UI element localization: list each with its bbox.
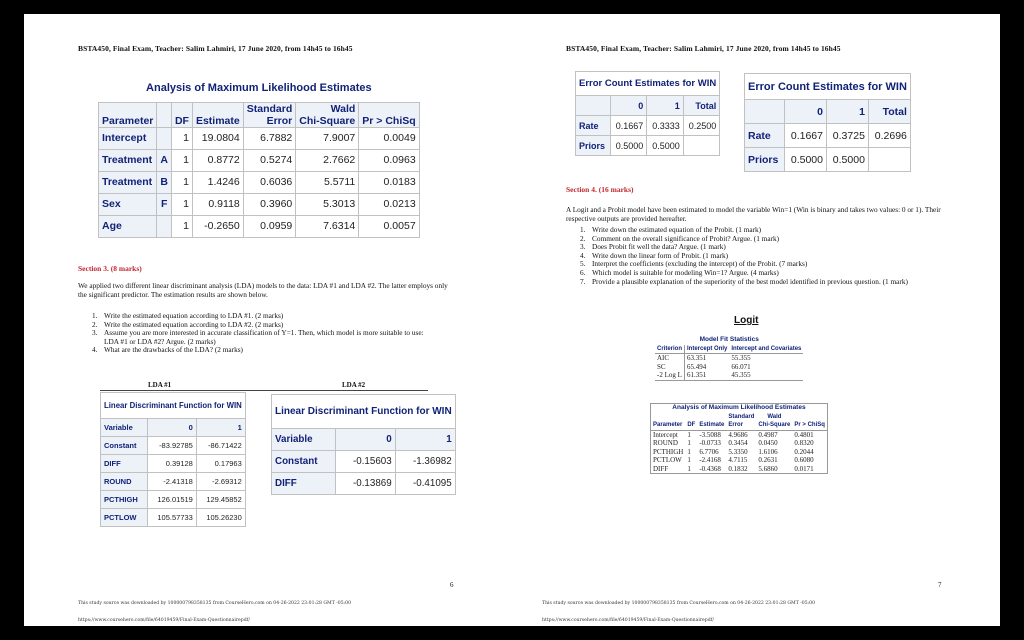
footer-url[interactable]: https://www.coursehero.com/file/64019459/Final-Exam-Questionnairepdf/: [542, 618, 714, 623]
table-row: [745, 148, 911, 172]
table-cell: 61.351: [687, 371, 707, 379]
table-cell: 0.1667: [610, 116, 646, 136]
lda2-table: [271, 394, 456, 495]
table-row: [101, 455, 246, 473]
table-cell: 4.9686: [728, 430, 748, 439]
table-cell: [157, 127, 172, 149]
table-cell: 0.0183: [359, 171, 419, 193]
table-cell: 7.6314: [296, 215, 359, 237]
table-cell: 4.7115: [728, 456, 748, 464]
table-cell: 0.4987: [758, 430, 778, 439]
table-cell: -83.92785: [147, 437, 196, 455]
col-variable: Variable: [101, 419, 148, 437]
table-cell: 1: [687, 464, 691, 473]
table-cell: 0.5274: [243, 149, 296, 171]
col-estimate: Estimate: [699, 422, 725, 428]
table-row: [272, 451, 456, 473]
logit-heading: Logit: [734, 315, 759, 326]
section-3-questions: [92, 312, 432, 355]
table-cell: PCTLOW: [101, 509, 148, 527]
table-cell: [157, 215, 172, 237]
table-row: [101, 437, 246, 455]
table-cell: 0.39128: [147, 455, 196, 473]
table-cell: 63.351: [687, 354, 707, 362]
table-row: [651, 439, 828, 448]
col-total: Total: [868, 100, 910, 124]
model-fit-table: [655, 336, 803, 381]
table-cell: 0.6080: [794, 456, 814, 464]
subhead-standard: Standard: [728, 413, 755, 420]
table-cell: -2.69312: [196, 473, 245, 491]
table-cell: PCTLOW: [653, 456, 682, 464]
table-cell: ROUND: [101, 473, 148, 491]
table-cell: 0.6036: [243, 171, 296, 193]
table-cell: 105.26230: [196, 509, 245, 527]
table-cell: 5.6860: [758, 464, 778, 473]
table-row: [651, 465, 828, 474]
table-cell: 19.0804: [192, 127, 243, 149]
mle-title: Analysis of Maximum Likelihood Estimates: [99, 74, 420, 102]
table-row: [651, 456, 828, 465]
mle2-title: Analysis of Maximum Likelihood Estimates: [672, 404, 806, 411]
table-cell: -3.5088: [699, 430, 721, 439]
table-cell: -86.71422: [196, 437, 245, 455]
list-item: 4. Write down the linear form of Probit. (1 mark): [580, 250, 729, 260]
table-cell: ROUND: [653, 439, 678, 447]
table-cell: 0.2696: [868, 124, 910, 148]
col-pvalue: Pr > ChiSq: [792, 421, 827, 430]
table-cell: 55.355: [731, 354, 751, 362]
footer-download-note: This study source was downloaded by 100000798358135 from CourseHero.com on 04-26-2022 23:01:28 GMT -05:00: [78, 601, 352, 606]
table-cell: 0.1667: [785, 124, 827, 148]
col-1: 1: [826, 100, 868, 124]
list-item: 2. Write the estimated equation according to LDA #2. (2 marks): [92, 319, 284, 329]
table-cell: 1: [171, 171, 192, 193]
col-variable: Variable: [272, 429, 336, 451]
table-cell: 65.494: [687, 362, 707, 371]
table-cell: Intercept: [99, 127, 157, 149]
table-row: [576, 136, 720, 156]
col-0: 0: [335, 429, 395, 451]
table-cell: -0.13869: [335, 473, 395, 495]
page-header: BSTA450, Final Exam, Teacher: Salim Lahmiri, 17 June 2020, from 14h45 to 16h45: [566, 44, 841, 53]
col-1: 1: [647, 96, 683, 116]
col-chisq: Chi-Square: [758, 422, 791, 428]
col-0: 0: [785, 100, 827, 124]
table-cell: -2 Log L: [655, 371, 685, 380]
footer-url[interactable]: https://www.coursehero.com/file/64019459/Final-Exam-Questionnairepdf/: [78, 618, 250, 623]
footer-download-note: This study source was downloaded by 100000798358135 from CourseHero.com on 04-26-2022 23:01:28 GMT -05:00: [542, 601, 816, 606]
table-row: [655, 371, 803, 380]
table-cell: DIFF: [653, 464, 669, 473]
table-row: [655, 354, 803, 363]
table-row: [99, 149, 420, 171]
table-cell: -0.4368: [699, 464, 721, 473]
table-cell: 0.8772: [192, 149, 243, 171]
ec1-title: Error Count Estimates for WIN: [576, 72, 720, 96]
table-cell: -2.41318: [147, 473, 196, 491]
table-row: [99, 127, 420, 149]
table-cell: 7.9007: [296, 127, 359, 149]
table-cell: 1.4246: [192, 171, 243, 193]
table-cell: Constant: [101, 437, 148, 455]
table-cell: Rate: [576, 116, 611, 136]
table-cell: 105.57733: [147, 509, 196, 527]
table-cell: Intercept: [653, 430, 678, 439]
table-cell: 6.7882: [243, 127, 296, 149]
table-cell: 1: [687, 439, 691, 447]
table-cell: 1.6106: [758, 447, 778, 456]
col-0: 0: [610, 96, 646, 116]
list-item: 3. Does Probit fit well the data? Argue. (1 mark): [580, 242, 726, 252]
table-cell: Constant: [272, 451, 336, 473]
table-cell: Priors: [576, 136, 611, 156]
table-cell: DIFF: [272, 473, 336, 495]
list-item: 7. Provide a plausible explanation of the superiority of the best model identified in previous question. (1 mark): [580, 276, 908, 286]
section-4-title: Section 4. (16 marks): [566, 185, 634, 194]
table-row: [101, 473, 246, 491]
error-count-table-2: [744, 73, 911, 172]
col-parameter: Parameter: [651, 421, 686, 430]
list-item: 6. Which model is suitable for modeling Win=1? Argue. (4 marks): [580, 267, 779, 277]
col-1: 1: [395, 429, 455, 451]
table-row: [101, 491, 246, 509]
col-estimate: Estimate: [192, 102, 243, 127]
exam-page-6: [24, 14, 512, 626]
page-number: 7: [938, 581, 942, 589]
col-parameter: Parameter: [99, 102, 157, 127]
table-cell: 0.2500: [683, 116, 719, 136]
table-cell: 0.5000: [610, 136, 646, 156]
table-cell: -0.15603: [335, 451, 395, 473]
table-cell: 0.0213: [359, 193, 419, 215]
table-row: [651, 448, 828, 457]
table-cell: -0.0733: [699, 439, 721, 447]
mle-table: [98, 74, 420, 238]
table-cell: Sex: [99, 193, 157, 215]
col-df: DF: [687, 422, 696, 428]
list-item: 1. Write down the estimated equation of the Probit. (1 mark): [580, 225, 762, 234]
col-blank: [576, 96, 611, 116]
table-cell: 1: [687, 447, 691, 456]
table-row: [651, 430, 828, 439]
page-header: BSTA450, Final Exam, Teacher: Salim Lahmiri, 17 June 2020, from 14h45 to 16h45: [78, 44, 353, 53]
lda-divider: [100, 390, 428, 391]
subhead-wald: Wald: [767, 413, 782, 420]
list-item: 2. Comment on the overall significance of Probit? Argue. (1 mark): [580, 233, 780, 243]
table-cell: AIC: [655, 354, 685, 363]
table-cell: A: [157, 149, 172, 171]
table-cell: 0.17963: [196, 455, 245, 473]
col-error: Error: [726, 421, 756, 430]
table-cell: 126.01519: [147, 491, 196, 509]
error-count-table-1: [575, 71, 720, 156]
table-cell: -0.41095: [395, 473, 455, 495]
lda1-title: Linear Discriminant Function for WIN: [101, 393, 246, 419]
table-cell: 0.3960: [243, 193, 296, 215]
section-3-title: Section 3. (8 marks): [78, 264, 142, 273]
col-df: DF: [171, 102, 192, 127]
table-cell: 0.0450: [758, 439, 778, 447]
table-cell: 0.3725: [826, 124, 868, 148]
table-cell: 0.9118: [192, 193, 243, 215]
table-cell: 0.4801: [794, 430, 814, 439]
section-4-questions: [580, 226, 946, 286]
table-cell: 0.5000: [826, 148, 868, 172]
table-cell: [683, 136, 719, 156]
table-row: [745, 124, 911, 148]
section-3-intro: We applied two different linear discriminant analysis (LDA) models to the data: LDA #1 and LDA #2. The latter employs only the significant predictor. The estimation results are shown below.: [78, 281, 448, 299]
table-row: [655, 363, 803, 372]
list-item: 5. Interpret the coefficients (excluding the intercept) of the Probit. (7 marks): [580, 259, 808, 269]
ec2-title: Error Count Estimates for WIN: [745, 74, 911, 100]
section-4-intro: A Logit and a Probit model have been estimated to model the variable Win=1 (Win is binary and takes two values: 0 or 1). Their respective outputs are provided hereafter.: [566, 205, 941, 223]
table-cell: DIFF: [101, 455, 148, 473]
table-row: [272, 473, 456, 495]
table-cell: 5.3013: [296, 193, 359, 215]
table-cell: 0.0057: [359, 215, 419, 237]
table-cell: 129.45852: [196, 491, 245, 509]
table-cell: Rate: [745, 124, 785, 148]
table-cell: 0.3454: [728, 439, 748, 447]
table-cell: 1: [171, 127, 192, 149]
col-0: 0: [147, 419, 196, 437]
table-cell: 1: [687, 456, 691, 464]
table-cell: 1: [171, 149, 192, 171]
table-cell: -1.36982: [395, 451, 455, 473]
table-row: [99, 193, 420, 215]
table-cell: Treatment: [99, 171, 157, 193]
lda1-table: [100, 392, 246, 527]
table-cell: 6.7706: [699, 447, 719, 456]
col-pvalue: Pr > ChiSq: [359, 102, 419, 127]
table-cell: 5.3350: [728, 447, 748, 456]
col-intercept-only: Intercept Only: [685, 345, 730, 354]
table-cell: 0.8320: [794, 439, 814, 447]
table-row: [576, 116, 720, 136]
table-row: [99, 171, 420, 193]
table-cell: 0.5000: [647, 136, 683, 156]
table-cell: 0.0049: [359, 127, 419, 149]
table-cell: 0.5000: [785, 148, 827, 172]
logit-mle-table: [650, 403, 828, 474]
col-blank: [745, 100, 785, 124]
table-row: [99, 215, 420, 237]
col-std-error: Standard Error: [243, 102, 296, 127]
table-cell: 0.3333: [647, 116, 683, 136]
table-row: [101, 509, 246, 527]
table-cell: 0.2044: [794, 447, 814, 456]
lda1-label: LDA #1: [148, 381, 172, 389]
table-cell: Priors: [745, 148, 785, 172]
lda2-label: LDA #2: [342, 381, 366, 389]
exam-page-7: [512, 14, 1000, 626]
col-blank: [157, 102, 172, 127]
table-cell: B: [157, 171, 172, 193]
table-cell: 0.1832: [728, 464, 748, 473]
table-cell: PCTHIGH: [101, 491, 148, 509]
table-cell: SC: [655, 363, 685, 372]
table-cell: 0.0171: [794, 464, 814, 473]
lda2-title: Linear Discriminant Function for WIN: [272, 395, 456, 429]
col-intercept-covariates: Intercept and Covariates: [731, 345, 802, 352]
table-cell: 1: [687, 430, 691, 439]
table-cell: F: [157, 193, 172, 215]
table-cell: Treatment: [99, 149, 157, 171]
col-1: 1: [196, 419, 245, 437]
table-cell: PCTHIGH: [653, 447, 684, 456]
table-cell: -2.4168: [699, 456, 721, 464]
table-cell: 2.7662: [296, 149, 359, 171]
table-cell: 1: [171, 215, 192, 237]
table-cell: 0.0959: [243, 215, 296, 237]
table-cell: 0.2631: [758, 456, 778, 464]
col-criterion: Criterion: [655, 345, 685, 354]
table-cell: 5.5711: [296, 171, 359, 193]
table-cell: [868, 148, 910, 172]
col-total: Total: [683, 96, 719, 116]
list-item: 4. What are the drawbacks of the LDA? (2 marks): [92, 345, 243, 355]
table-cell: 0.0963: [359, 149, 419, 171]
list-item: 1. Write the estimated equation according to LDA #1. (2 marks): [92, 311, 284, 320]
fit-title: Model Fit Statistics: [699, 336, 759, 343]
list-item: 3. Assume you are more interested in accurate classification of Y=1. Then, which model is more suitable to use: LDA #1 or LDA #2? Argue. (2 marks): [92, 328, 424, 346]
table-cell: 66.071: [731, 362, 751, 371]
table-cell: 1: [171, 193, 192, 215]
page-number: 6: [450, 581, 454, 589]
col-wald: Wald Chi-Square: [296, 102, 359, 127]
table-cell: -0.2650: [192, 215, 243, 237]
table-cell: Age: [99, 215, 157, 237]
table-cell: 45.355: [731, 371, 751, 379]
